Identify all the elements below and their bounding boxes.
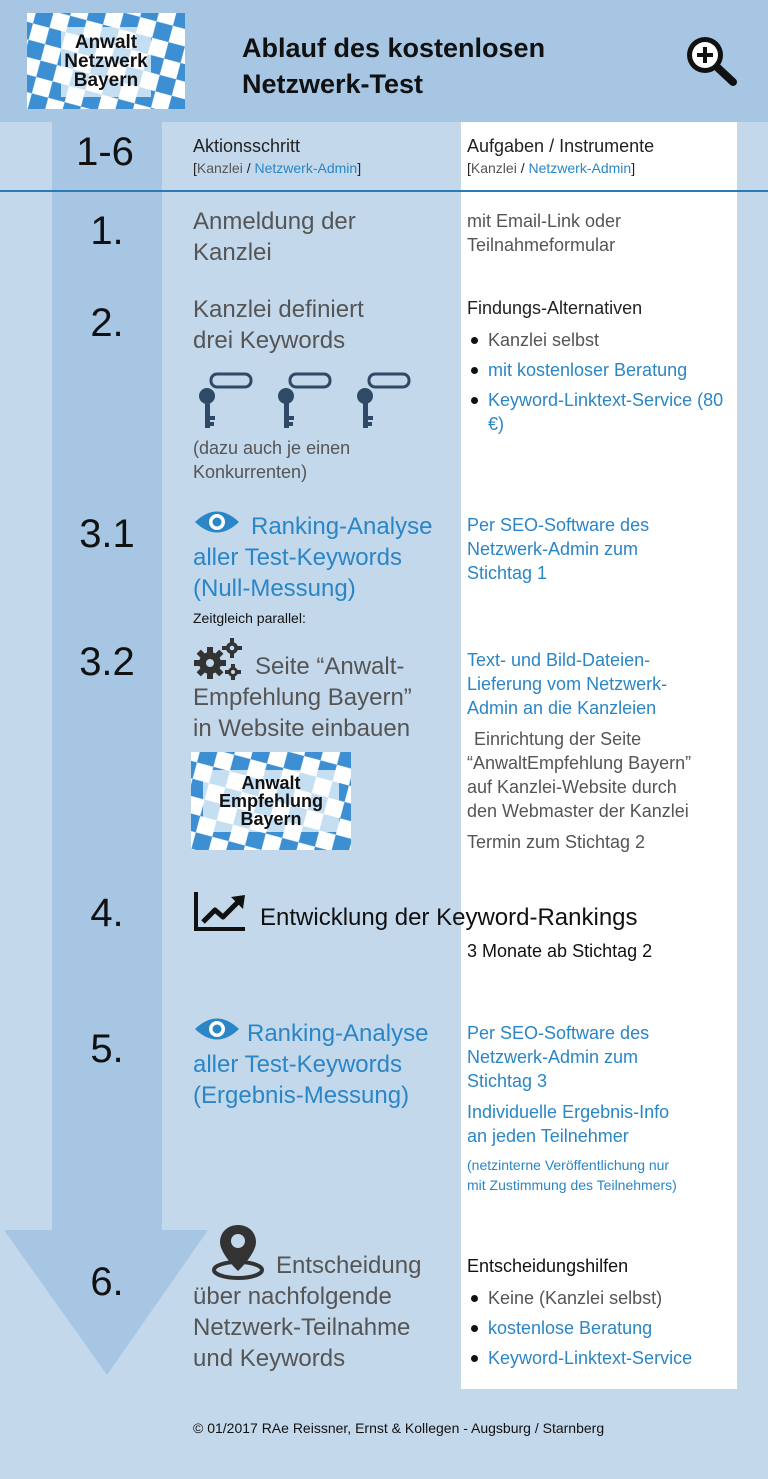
step-2-task-title: Findungs-Alternativen (467, 298, 643, 318)
step-6-action-line: Netzwerk-Teilnahme (193, 1314, 411, 1341)
step-3-1-task-line: Netzwerk-Admin zum (467, 539, 639, 559)
step-4-number: 4. (90, 891, 124, 935)
key-icon (357, 374, 409, 428)
step-3-2-task-blue (467, 648, 667, 720)
step-5-action-line: (Ergebnis-Messung) (193, 1082, 410, 1109)
step-3-2-task-gray (467, 727, 691, 823)
step-5-task-line: Per SEO-Software des (467, 1023, 650, 1043)
step-3-2-action (193, 651, 412, 744)
step-5-task-2 (467, 1100, 669, 1148)
step-3-2-task-line: “AnwaltEmpfehlung Bayern” (467, 753, 692, 773)
action-header-sep: / (242, 160, 255, 176)
step-1-action-line: Kanzlei (193, 239, 272, 266)
step-2-task (467, 296, 735, 442)
step-3-1-note: Zeitgleich parallel: (193, 610, 306, 626)
step-6-task-title: Entscheidungshilfen (467, 1256, 629, 1276)
step-6-action-line: über nachfolgende (193, 1283, 392, 1310)
step-4-task: 3 Monate ab Stichtag 2 (467, 941, 653, 961)
step-1-action (193, 206, 356, 268)
list-item[interactable]: Keyword-Linktext-Service (80 €) (467, 388, 735, 436)
step-3-1-task (467, 513, 649, 585)
step-3-1-number: 3.1 (79, 512, 135, 556)
key-icon (278, 374, 330, 428)
step-6-action-line: Entscheidung (276, 1252, 422, 1279)
step-5-task (467, 1021, 649, 1093)
step-1-task-line: Teilnahmeformular (467, 235, 616, 255)
list-item: Kanzlei selbst (467, 328, 735, 352)
page-title (242, 30, 545, 102)
step-2-action-line: Kanzlei definiert (193, 296, 364, 323)
step-3-1-action-line: Ranking-Analyse (251, 513, 433, 540)
step-3-1-task-line: Per SEO-Software des (467, 515, 650, 535)
step-3-2-task-line: auf Kanzlei-Website durch (467, 777, 677, 797)
step-6-action-line: und Keywords (193, 1345, 346, 1372)
step-5-action-line: Ranking-Analyse (247, 1020, 429, 1047)
step-3-2-task-line: Admin an die Kanzleien (467, 698, 657, 718)
badge-line-1: Anwalt (241, 773, 301, 793)
step-3-2-action-line: Seite “Anwalt- (255, 653, 405, 680)
step-6-action (193, 1250, 421, 1374)
list-item: Keine (Kanzlei selbst) (467, 1286, 735, 1310)
step-1-task (467, 209, 621, 257)
tasks-header-title: Aufgaben / Instrumente (467, 136, 655, 156)
step-3-1-task-line: Stichtag 1 (467, 563, 548, 583)
title-line-1: Ablauf des kostenlosen (242, 33, 546, 63)
anwalt-empfehlung-badge (191, 752, 351, 850)
badge-line-3: Bayern (240, 809, 302, 829)
step-5-number: 5. (90, 1027, 124, 1071)
step-6-task (467, 1254, 735, 1376)
step-3-2-task-line: den Webmaster der Kanzlei (467, 801, 689, 821)
step-1-task-line: mit Email-Link oder (467, 211, 622, 231)
step-2-number: 2. (90, 301, 124, 345)
step-2-action-line: drei Keywords (193, 327, 346, 354)
trend-chart-icon (193, 890, 247, 932)
step-3-1-action-line: (Null-Messung) (193, 575, 356, 602)
step-5-note-line: mit Zustimmung des Teilnehmers) (467, 1177, 677, 1193)
action-header-kanzlei: Kanzlei (196, 160, 243, 176)
list-item[interactable]: Keyword-Linktext-Service (467, 1346, 735, 1370)
step-5-task-line: Stichtag 3 (467, 1071, 548, 1091)
header-divider (0, 190, 768, 192)
step-5-task-line: Netzwerk-Admin zum (467, 1047, 639, 1067)
step-2-note (193, 436, 350, 484)
step-4-action: Entwicklung der Keyword-Rankings (260, 904, 638, 931)
step-2-note-line: Konkurrenten) (193, 462, 308, 482)
column-header-tasks: Aufgaben / Instrumente [Kanzlei / Netzwerk-Admin] (467, 136, 655, 176)
step-2-action (193, 294, 364, 356)
anwalt-netzwerk-logo (27, 13, 185, 109)
logo-line-3: Bayern (73, 69, 139, 91)
list-item[interactable]: kostenlose Beratung (467, 1316, 735, 1340)
step-5-task-note (467, 1155, 677, 1195)
step-5-action (193, 1018, 428, 1111)
column-header-action: Aktionsschritt [Kanzlei / Netzwerk-Admin] (193, 136, 362, 176)
step-5-action-line: aller Test-Keywords (193, 1051, 402, 1078)
step-3-1-action (193, 511, 432, 604)
title-line-2: Netzwerk-Test (242, 69, 424, 99)
step-5-task2-line: Individuelle Ergebnis-Info (467, 1102, 670, 1122)
step-3-2-task-line: Lieferung vom Netzwerk- (467, 674, 668, 694)
keys-illustration (193, 370, 423, 430)
step-3-2-task-line: Text- und Bild-Dateien- (467, 650, 651, 670)
footer-copyright: © 01/2017 RAe Reissner, Ernst & Kollegen - Augsburg / Starnberg (193, 1420, 605, 1436)
step-3-2-action-line: in Website einbauen (193, 715, 411, 742)
tasks-header-admin: Netzwerk-Admin (528, 160, 632, 176)
step-3-2-task-line: Einrichtung der Seite (474, 729, 642, 749)
key-icon (199, 374, 251, 428)
step-3-2-task-extra: Termin zum Stichtag 2 (467, 832, 646, 852)
step-1-number: 1. (90, 209, 124, 253)
step-3-2-number: 3.2 (79, 640, 135, 684)
step-5-task2-line: an jeden Teilnehmer (467, 1126, 629, 1146)
badge-line-2: Empfehlung (219, 791, 323, 811)
step-2-note-line: (dazu auch je einen (193, 438, 351, 458)
zoom-in-icon[interactable] (684, 34, 738, 86)
column-header-number: 1-6 (76, 130, 134, 174)
step-5-note-line: (netzinterne Veröffentlichung nur (467, 1157, 670, 1173)
step-3-1-action-line: aller Test-Keywords (193, 544, 402, 571)
step-6-number: 6. (90, 1260, 124, 1304)
step-3-2-action-line: Empfehlung Bayern” (193, 684, 412, 711)
action-header-title: Aktionsschritt (193, 136, 301, 156)
logo-line-1: Anwalt (74, 31, 138, 53)
step-1-action-line: Anmeldung der (193, 208, 356, 235)
list-item[interactable]: mit kostenloser Beratung (467, 358, 735, 382)
logo-line-2: Netzwerk (64, 50, 148, 72)
tasks-header-sep: / (516, 160, 529, 176)
tasks-header-kanzlei: Kanzlei (470, 160, 517, 176)
action-header-admin: Netzwerk-Admin (254, 160, 358, 176)
